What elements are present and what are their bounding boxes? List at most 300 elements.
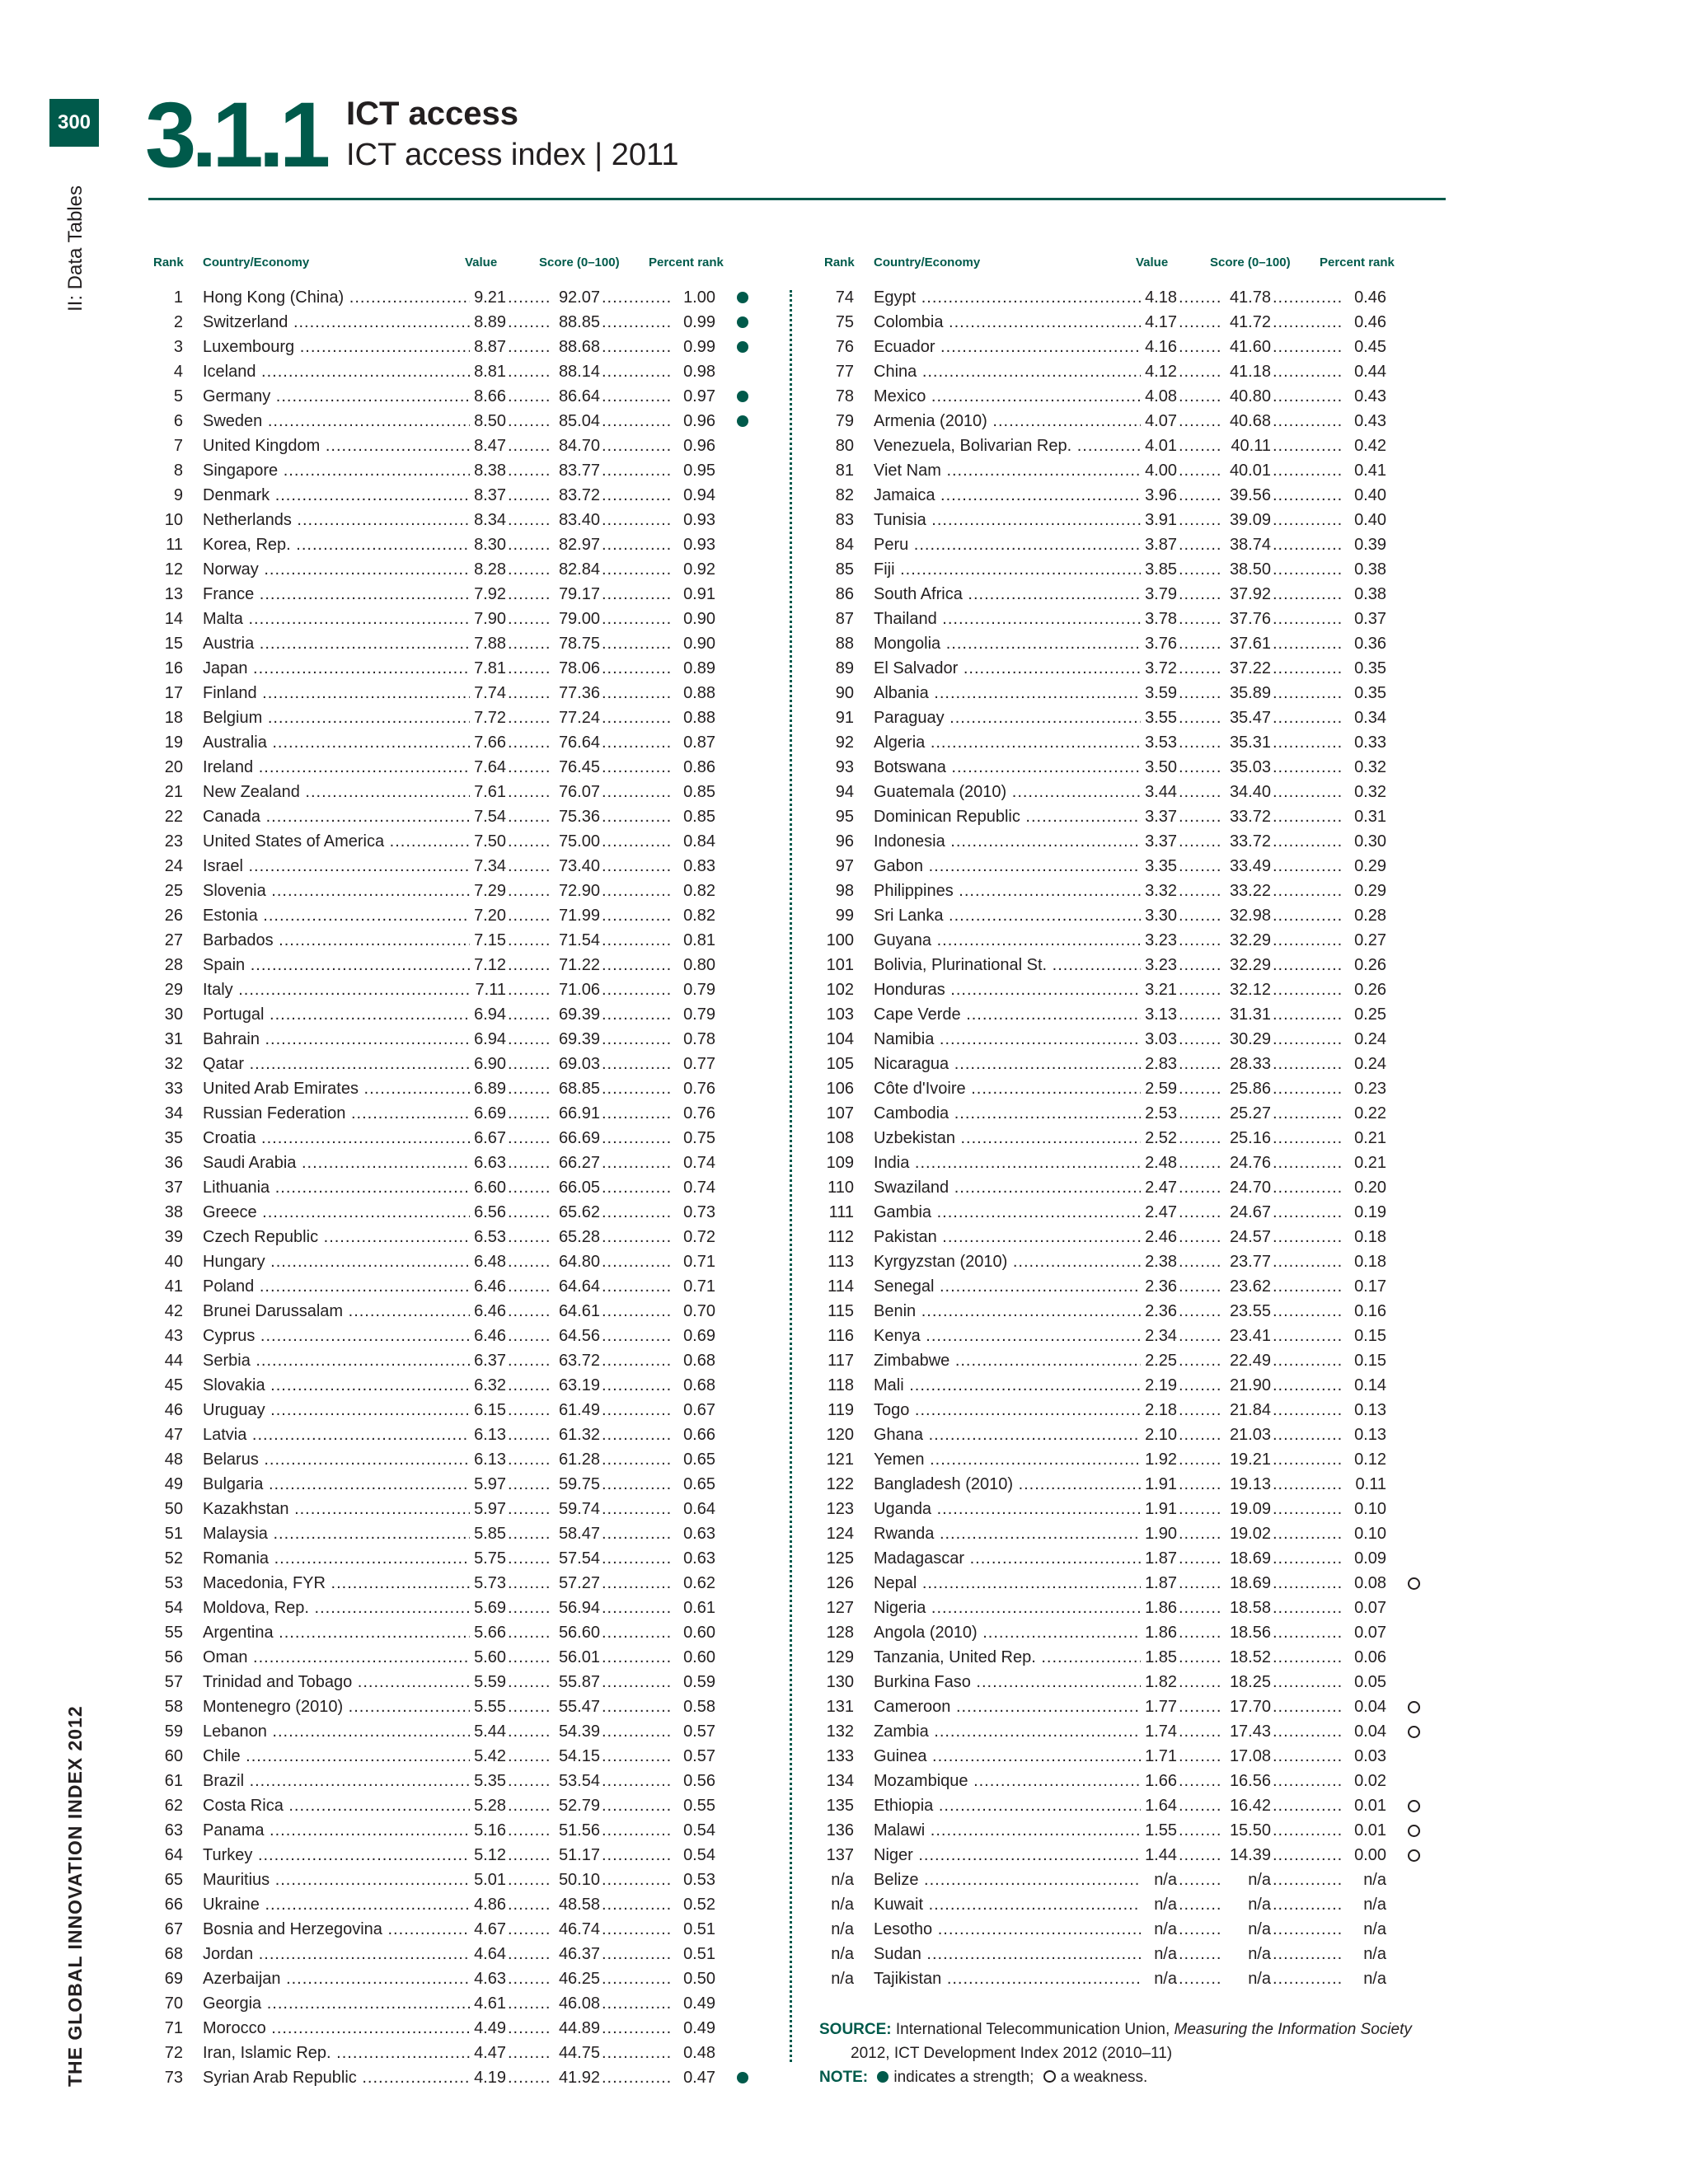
table-row xyxy=(148,1398,742,1422)
table-row xyxy=(819,1596,1413,1620)
leader-dots xyxy=(602,1299,673,1324)
cell-score: 40.68 xyxy=(1223,409,1271,434)
cell-percent-rank: 0.49 xyxy=(673,1991,715,2016)
cell-country: Slovenia ..... xyxy=(203,879,470,903)
cell-value: 3.91 xyxy=(1141,508,1177,532)
cell-country: Ecuador ..... xyxy=(874,335,1141,359)
leader-dots xyxy=(508,582,552,607)
leader-dots xyxy=(1179,434,1223,458)
leader-dots xyxy=(508,1694,552,1719)
cell-value: 8.28 xyxy=(470,557,506,582)
cell-country: Guatemala (2010) ..... xyxy=(874,780,1141,804)
cell-score: 25.27 xyxy=(1223,1101,1271,1126)
table-row xyxy=(819,1966,1413,1991)
cell-country: Sweden ..... xyxy=(203,409,470,434)
leader-dots xyxy=(602,1868,673,1892)
cell-percent-rank: 0.79 xyxy=(673,1002,715,1027)
cell-value: 5.59 xyxy=(470,1670,506,1694)
cell-rank: 131 xyxy=(826,1698,854,1716)
cell-score: 48.58 xyxy=(552,1892,600,1917)
cell-value: 6.13 xyxy=(470,1447,506,1472)
cell-score: 24.70 xyxy=(1223,1175,1271,1200)
cell-percent-rank: 0.64 xyxy=(673,1497,715,1521)
table-row xyxy=(148,1546,742,1571)
cell-country: Belize ..... xyxy=(874,1868,1141,1892)
cell-score: 38.74 xyxy=(1223,532,1271,557)
header-value: Value xyxy=(1136,255,1169,269)
leader-dots xyxy=(1179,1818,1223,1843)
leader-dots xyxy=(508,508,552,532)
leader-dots xyxy=(1273,829,1343,854)
cell-score: 40.80 xyxy=(1223,384,1271,409)
cell-score: 46.37 xyxy=(552,1942,600,1966)
column-headers xyxy=(819,247,1413,275)
cell-value: 8.81 xyxy=(470,359,506,384)
cell-score: 75.36 xyxy=(552,804,600,829)
leader-dots xyxy=(1179,335,1223,359)
cell-rank: 110 xyxy=(828,1179,854,1197)
table-row xyxy=(819,1348,1413,1373)
cell-value: 7.81 xyxy=(470,656,506,681)
cell-percent-rank: n/a xyxy=(1343,1868,1386,1892)
leader-dots xyxy=(1179,829,1223,854)
cell-score: 69.39 xyxy=(552,1027,600,1052)
leader-dots xyxy=(508,1200,552,1225)
cell-score: 86.64 xyxy=(552,384,600,409)
cell-score: 83.72 xyxy=(552,483,600,508)
leader-dots xyxy=(1179,1719,1223,1744)
cell-value: 2.47 xyxy=(1141,1200,1177,1225)
table-row xyxy=(148,631,742,656)
cell-country: El Salvador ..... xyxy=(874,656,1141,681)
leader-dots xyxy=(508,1521,552,1546)
leader-dots xyxy=(508,1002,552,1027)
leader-dots xyxy=(1273,1052,1343,1076)
cell-country: Hungary ..... xyxy=(203,1249,470,1274)
cell-rank: 94 xyxy=(835,783,854,801)
leader-dots xyxy=(602,1398,673,1422)
cell-rank: 71 xyxy=(164,2019,183,2037)
cell-value: 2.10 xyxy=(1141,1422,1177,1447)
leader-dots xyxy=(602,2065,673,2090)
cell-percent-rank: 0.51 xyxy=(673,1942,715,1966)
cell-rank: 38 xyxy=(164,1203,183,1221)
cell-country: Zimbabwe ..... xyxy=(874,1348,1141,1373)
cell-rank: 25 xyxy=(164,882,183,900)
cell-score: 18.56 xyxy=(1223,1620,1271,1645)
cell-percent-rank: 0.32 xyxy=(1343,780,1386,804)
cell-value: 6.63 xyxy=(470,1151,506,1175)
cell-country: Indonesia ..... xyxy=(874,829,1141,854)
leader-dots xyxy=(1273,1645,1343,1670)
cell-country: Uruguay ..... xyxy=(203,1398,470,1422)
cell-percent-rank: 0.18 xyxy=(1343,1225,1386,1249)
table-row xyxy=(819,607,1413,631)
cell-rank: 57 xyxy=(164,1673,183,1691)
cell-country: Rwanda ..... xyxy=(874,1521,1141,1546)
cell-percent-rank: 0.33 xyxy=(1343,730,1386,755)
leader-dots xyxy=(508,928,552,953)
table-row xyxy=(148,1175,742,1200)
cell-rank: 114 xyxy=(828,1277,854,1296)
cell-value: 7.72 xyxy=(470,705,506,730)
cell-rank: 135 xyxy=(826,1797,854,1815)
table-row xyxy=(148,705,742,730)
leader-dots xyxy=(1179,1942,1223,1966)
cell-country: Nicaragua ..... xyxy=(874,1052,1141,1076)
leader-dots xyxy=(1273,384,1343,409)
cell-country: Norway ..... xyxy=(203,557,470,582)
leader-dots xyxy=(1179,656,1223,681)
leader-dots xyxy=(1273,1818,1343,1843)
leader-dots xyxy=(602,1497,673,1521)
cell-percent-rank: 0.15 xyxy=(1343,1348,1386,1373)
cell-score: 24.57 xyxy=(1223,1225,1271,1249)
table-row xyxy=(819,730,1413,755)
cell-value: 2.19 xyxy=(1141,1373,1177,1398)
leader-dots xyxy=(1273,1422,1343,1447)
cell-percent-rank: 0.89 xyxy=(673,656,715,681)
cell-score: 63.19 xyxy=(552,1373,600,1398)
cell-percent-rank: 0.04 xyxy=(1343,1719,1386,1744)
cell-percent-rank: 0.84 xyxy=(673,829,715,854)
leader-dots xyxy=(508,2016,552,2041)
leader-dots xyxy=(1273,1472,1343,1497)
cell-percent-rank: 0.35 xyxy=(1343,681,1386,705)
cell-percent-rank: 0.55 xyxy=(673,1793,715,1818)
cell-rank: 104 xyxy=(826,1030,854,1048)
cell-rank: 66 xyxy=(164,1896,183,1914)
cell-score: 52.79 xyxy=(552,1793,600,1818)
leader-dots xyxy=(1273,854,1343,879)
cell-percent-rank: 0.14 xyxy=(1343,1373,1386,1398)
cell-score: 17.43 xyxy=(1223,1719,1271,1744)
source-label: SOURCE: xyxy=(819,2021,892,2038)
cell-percent-rank: 0.99 xyxy=(673,310,715,335)
cell-value: 7.74 xyxy=(470,681,506,705)
table-row xyxy=(819,1027,1413,1052)
table-row xyxy=(819,1546,1413,1571)
leader-dots xyxy=(1273,1274,1343,1299)
cell-percent-rank: 0.19 xyxy=(1343,1200,1386,1225)
cell-value: 7.29 xyxy=(470,879,506,903)
cell-percent-rank: 0.92 xyxy=(673,557,715,582)
table-row xyxy=(819,483,1413,508)
leader-dots xyxy=(1273,1126,1343,1151)
cell-rank: 107 xyxy=(826,1104,854,1122)
table-row xyxy=(148,458,742,483)
leader-dots xyxy=(1179,1076,1223,1101)
cell-percent-rank: 0.15 xyxy=(1343,1324,1386,1348)
leader-dots xyxy=(508,681,552,705)
cell-rank: 32 xyxy=(164,1055,183,1073)
cell-percent-rank: 1.00 xyxy=(673,285,715,310)
leader-dots xyxy=(602,1571,673,1596)
table-number: 3.1.1 xyxy=(145,83,326,186)
leader-dots xyxy=(602,1744,673,1769)
cell-percent-rank: 0.41 xyxy=(1343,458,1386,483)
cell-score: 84.70 xyxy=(552,434,600,458)
leader-dots xyxy=(1179,1769,1223,1793)
cell-score: 16.56 xyxy=(1223,1769,1271,1793)
cell-rank: 100 xyxy=(826,931,854,949)
leader-dots xyxy=(508,1497,552,1521)
cell-country: Panama ..... xyxy=(203,1818,470,1843)
leader-dots xyxy=(1273,1966,1343,1991)
cell-country: Brazil ..... xyxy=(203,1769,470,1793)
cell-score: 76.64 xyxy=(552,730,600,755)
table-row xyxy=(148,854,742,879)
cell-country: Czech Republic ..... xyxy=(203,1225,470,1249)
weakness-icon xyxy=(1408,1726,1420,1738)
cell-country: Belarus ..... xyxy=(203,1447,470,1472)
cell-rank: 60 xyxy=(164,1747,183,1765)
cell-score: 34.40 xyxy=(1223,780,1271,804)
cell-value: 1.86 xyxy=(1141,1596,1177,1620)
cell-value: 6.32 xyxy=(470,1373,506,1398)
leader-dots xyxy=(1273,780,1343,804)
cell-score: 64.64 xyxy=(552,1274,600,1299)
section-label: II: Data Tables xyxy=(64,185,87,312)
cell-country: Georgia ..... xyxy=(203,1991,470,2016)
cell-value: 4.08 xyxy=(1141,384,1177,409)
cell-percent-rank: 0.53 xyxy=(673,1868,715,1892)
leader-dots xyxy=(508,1966,552,1991)
cell-rank: 39 xyxy=(164,1228,183,1246)
cell-value: 2.38 xyxy=(1141,1249,1177,1274)
table-row xyxy=(148,1151,742,1175)
leader-dots xyxy=(1179,1497,1223,1521)
cell-country: Finland ..... xyxy=(203,681,470,705)
leader-dots xyxy=(508,532,552,557)
cell-percent-rank: 0.38 xyxy=(1343,582,1386,607)
table-row xyxy=(148,582,742,607)
leader-dots xyxy=(602,1447,673,1472)
cell-rank: n/a xyxy=(831,1945,854,1963)
cell-country: Peru ..... xyxy=(874,532,1141,557)
cell-rank: 86 xyxy=(835,585,854,603)
cell-value: 1.91 xyxy=(1141,1472,1177,1497)
cell-score: 18.52 xyxy=(1223,1645,1271,1670)
cell-value: 3.87 xyxy=(1141,532,1177,557)
cell-value: 6.46 xyxy=(470,1324,506,1348)
table-row xyxy=(819,854,1413,879)
leader-dots xyxy=(1179,1002,1223,1027)
table-row xyxy=(148,434,742,458)
cell-percent-rank: 0.60 xyxy=(673,1645,715,1670)
table-row xyxy=(148,1521,742,1546)
leader-dots xyxy=(1179,384,1223,409)
cell-score: 78.75 xyxy=(552,631,600,656)
leader-dots xyxy=(602,1694,673,1719)
cell-percent-rank: 0.35 xyxy=(1343,656,1386,681)
cell-score: 54.15 xyxy=(552,1744,600,1769)
cell-percent-rank: 0.57 xyxy=(673,1744,715,1769)
leader-dots xyxy=(602,1126,673,1151)
cell-percent-rank: 0.82 xyxy=(673,879,715,903)
cell-score: 32.29 xyxy=(1223,928,1271,953)
cell-rank: 73 xyxy=(164,2069,183,2087)
cell-rank: 99 xyxy=(835,907,854,925)
table-row xyxy=(819,1052,1413,1076)
cell-value: 6.90 xyxy=(470,1052,506,1076)
cell-percent-rank: 0.74 xyxy=(673,1151,715,1175)
cell-percent-rank: 0.42 xyxy=(1343,434,1386,458)
cell-rank: 61 xyxy=(164,1772,183,1790)
cell-rank: 116 xyxy=(828,1327,854,1345)
cell-value: 8.37 xyxy=(470,483,506,508)
cell-country: Kenya ..... xyxy=(874,1324,1141,1348)
cell-percent-rank: 0.76 xyxy=(673,1101,715,1126)
weakness-icon xyxy=(1408,1849,1420,1862)
page-title: ICT access xyxy=(346,96,519,132)
cell-rank: 136 xyxy=(826,1821,854,1840)
leader-dots xyxy=(508,1447,552,1472)
cell-country: Yemen ..... xyxy=(874,1447,1141,1472)
table-row xyxy=(819,532,1413,557)
table-row xyxy=(148,359,742,384)
cell-percent-rank: 0.79 xyxy=(673,977,715,1002)
cell-percent-rank: 0.93 xyxy=(673,532,715,557)
table-row xyxy=(148,1596,742,1620)
cell-percent-rank: n/a xyxy=(1343,1917,1386,1942)
leader-dots xyxy=(602,607,673,631)
cell-country: Paraguay ..... xyxy=(874,705,1141,730)
cell-score: 79.00 xyxy=(552,607,600,631)
cell-rank: 123 xyxy=(826,1500,854,1518)
cell-percent-rank: 0.65 xyxy=(673,1447,715,1472)
cell-score: 88.14 xyxy=(552,359,600,384)
cell-value: 5.66 xyxy=(470,1620,506,1645)
cell-country: Bangladesh (2010) ..... xyxy=(874,1472,1141,1497)
cell-score: 38.50 xyxy=(1223,557,1271,582)
cell-percent-rank: 0.01 xyxy=(1343,1818,1386,1843)
leader-dots xyxy=(508,1225,552,1249)
cell-rank: 4 xyxy=(173,363,183,381)
leader-dots xyxy=(1179,1225,1223,1249)
weakness-icon xyxy=(1408,1577,1420,1590)
leader-dots xyxy=(1273,879,1343,903)
cell-rank: 70 xyxy=(164,1994,183,2013)
cell-score: 21.84 xyxy=(1223,1398,1271,1422)
cell-rank: 101 xyxy=(826,956,854,974)
table-row xyxy=(148,1843,742,1868)
table-row xyxy=(148,1793,742,1818)
leader-dots xyxy=(508,953,552,977)
leader-dots xyxy=(1179,631,1223,656)
cell-rank: 109 xyxy=(826,1154,854,1172)
cell-value: 6.89 xyxy=(470,1076,506,1101)
leader-dots xyxy=(602,359,673,384)
cell-score: 37.76 xyxy=(1223,607,1271,631)
table-row xyxy=(148,1101,742,1126)
cell-percent-rank: 0.83 xyxy=(673,854,715,879)
table-row xyxy=(148,1917,742,1942)
notes xyxy=(819,2018,1446,2089)
cell-country: Gabon ..... xyxy=(874,854,1141,879)
leader-dots xyxy=(1273,1868,1343,1892)
cell-rank: 15 xyxy=(164,635,183,653)
cell-percent-rank: 0.07 xyxy=(1343,1596,1386,1620)
cell-rank: 83 xyxy=(835,511,854,529)
leader-dots xyxy=(1273,1694,1343,1719)
cell-percent-rank: 0.58 xyxy=(673,1694,715,1719)
cell-rank: 30 xyxy=(164,1005,183,1024)
cell-country: France ..... xyxy=(203,582,470,607)
leader-dots xyxy=(1179,953,1223,977)
table-row xyxy=(819,335,1413,359)
cell-percent-rank: 0.69 xyxy=(673,1324,715,1348)
leader-dots xyxy=(1179,1596,1223,1620)
leader-dots xyxy=(1273,1744,1343,1769)
leader-dots xyxy=(1273,1670,1343,1694)
leader-dots xyxy=(602,582,673,607)
cell-percent-rank: 0.13 xyxy=(1343,1398,1386,1422)
cell-rank: 62 xyxy=(164,1797,183,1815)
leader-dots xyxy=(1179,804,1223,829)
cell-score: 55.47 xyxy=(552,1694,600,1719)
cell-country: Senegal ..... xyxy=(874,1274,1141,1299)
cell-country: Belgium ..... xyxy=(203,705,470,730)
table-row xyxy=(148,2016,742,2041)
cell-value: 3.78 xyxy=(1141,607,1177,631)
cell-percent-rank: 0.72 xyxy=(673,1225,715,1249)
source-title: Measuring the Information Society xyxy=(1174,2021,1412,2038)
cell-value: 4.67 xyxy=(470,1917,506,1942)
note-label: NOTE: xyxy=(819,2069,869,2086)
cell-country: Netherlands ..... xyxy=(203,508,470,532)
cell-rank: 7 xyxy=(173,437,183,455)
cell-percent-rank: 0.27 xyxy=(1343,928,1386,953)
cell-rank: 118 xyxy=(828,1376,854,1394)
cell-score: 69.39 xyxy=(552,1002,600,1027)
cell-rank: 78 xyxy=(835,387,854,405)
cell-country: Ukraine ..... xyxy=(203,1892,470,1917)
cell-country: Lesotho ..... xyxy=(874,1917,1141,1942)
cell-value: 3.59 xyxy=(1141,681,1177,705)
cell-value: 3.55 xyxy=(1141,705,1177,730)
table-row xyxy=(148,1447,742,1472)
cell-value: 1.55 xyxy=(1141,1818,1177,1843)
cell-rank: n/a xyxy=(831,1970,854,1988)
cell-value: 8.50 xyxy=(470,409,506,434)
cell-country: Spain ..... xyxy=(203,953,470,977)
leader-dots xyxy=(1273,1571,1343,1596)
cell-score: 37.61 xyxy=(1223,631,1271,656)
cell-percent-rank: 0.86 xyxy=(673,755,715,780)
leader-dots xyxy=(508,384,552,409)
leader-dots xyxy=(1273,607,1343,631)
table-row xyxy=(148,1076,742,1101)
leader-dots xyxy=(1179,1052,1223,1076)
cell-percent-rank: 0.44 xyxy=(1343,359,1386,384)
weakness-icon xyxy=(1043,2070,1056,2083)
cell-score: 19.09 xyxy=(1223,1497,1271,1521)
leader-dots xyxy=(602,656,673,681)
cell-rank: 119 xyxy=(828,1401,854,1419)
cell-value: n/a xyxy=(1141,1868,1177,1892)
cell-value: 6.60 xyxy=(470,1175,506,1200)
cell-score: 56.01 xyxy=(552,1645,600,1670)
table-row xyxy=(819,1497,1413,1521)
cell-percent-rank: 0.87 xyxy=(673,730,715,755)
cell-value: n/a xyxy=(1141,1942,1177,1966)
page-subtitle: ICT access index | 2011 xyxy=(346,138,679,172)
cell-country: Bahrain ..... xyxy=(203,1027,470,1052)
cell-country: Botswana ..... xyxy=(874,755,1141,780)
cell-rank: 97 xyxy=(835,857,854,875)
leader-dots xyxy=(602,1596,673,1620)
